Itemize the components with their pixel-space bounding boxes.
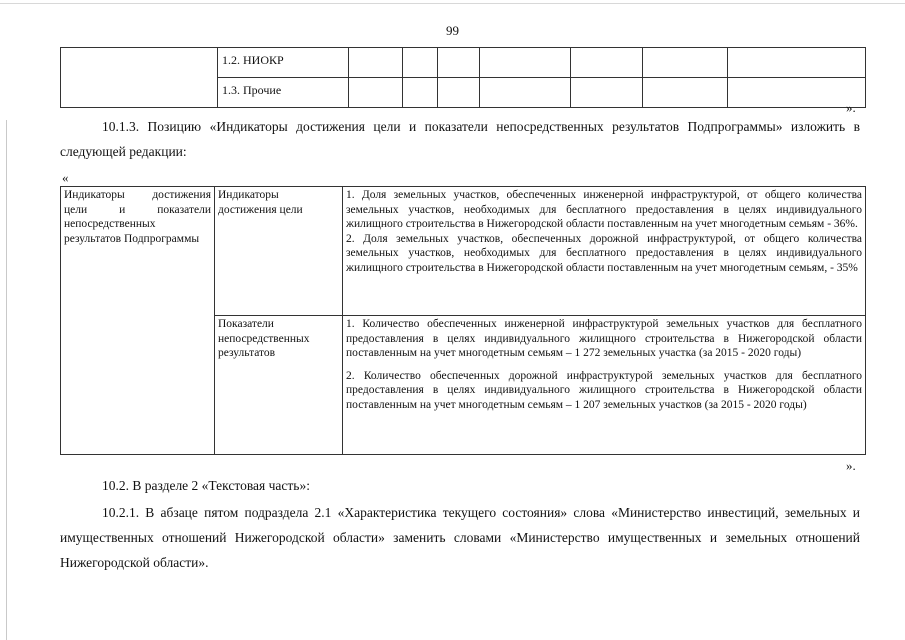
direct-results-label: Показатели непосредственных результатов [215,316,343,455]
closing-quote: ». [846,100,856,115]
table-cell-empty [61,48,218,108]
closing-quote: ». [846,458,856,473]
budget-table-fragment [60,47,866,108]
direct-result-2: 2. Количество обеспеченных дорожной инфраструктурой земельных участков для бесплатного предоставления в целях индивидуального жилищного строительства в Нижегородской области поставленным на учет многодетным семьям – 1 207 земельных участков (за 2015 - 2020 годы) [346,369,862,411]
row-label-prochie: 1.3. Прочие [218,78,349,108]
direct-results-content [343,316,866,455]
row-label-niokr: 1.2. НИОКР [218,48,349,78]
table-row [61,187,866,316]
goal-indicators-label: Индикаторы достижения цели [215,187,343,316]
indicators-table [60,186,866,455]
scan-edge-left [6,120,7,640]
goal-indicator-2: 2. Доля земельных участков, обеспеченных дорожной инфраструктурой, от общего количества земельных участков, необходимых для бесплатного предоставления в целях индивидуального жилищного строительства в Нижегородской области поставленным на учет многодетным семьям, - 35% [346,232,862,274]
goal-indicators-content [343,187,866,316]
indicators-title-cell: Индикаторы достижения цели и показатели непосредственных результатов Подпрограммы [61,187,215,455]
scan-edge-top [0,3,905,4]
paragraph-10-2-1: 10.2.1. В абзаце пятом подраздела 2.1 «Характеристика текущего состояния» слова «Министерство инвестиций, земельных и имущественных отношений Нижегородской области» заменить словами «Министерство имущественных и земельных отношений Нижегородской области». [60,505,860,570]
paragraph-10-2: 10.2. В разделе 2 «Текстовая часть»: [102,478,310,493]
table-row [61,48,866,78]
opening-quote: « [62,170,69,185]
goal-indicator-1: 1. Доля земельных участков, обеспеченных инженерной инфраструктурой, от общего количества земельных участков, необходимых для бесплатного предоставления в целях индивидуального жилищного строительства в Нижегородской области поставленным на учет многодетным семьям - 36%. [346,189,862,230]
paragraph-10-1-3: 10.1.3. Позицию «Индикаторы достижения цели и показатели непосредственных результатов Подпрограммы» изложить в следующей редакции: [60,119,860,159]
direct-result-1: 1. Количество обеспеченных инженерной инфраструктурой земельных участков для бесплатного предоставления в целях индивидуального жилищного строительства в Нижегородской области поставленным на учет многодетным семьям – 1 272 земельных участка (за 2015 - 2020 годы) [346,318,862,359]
page-number: 99 [446,23,459,38]
